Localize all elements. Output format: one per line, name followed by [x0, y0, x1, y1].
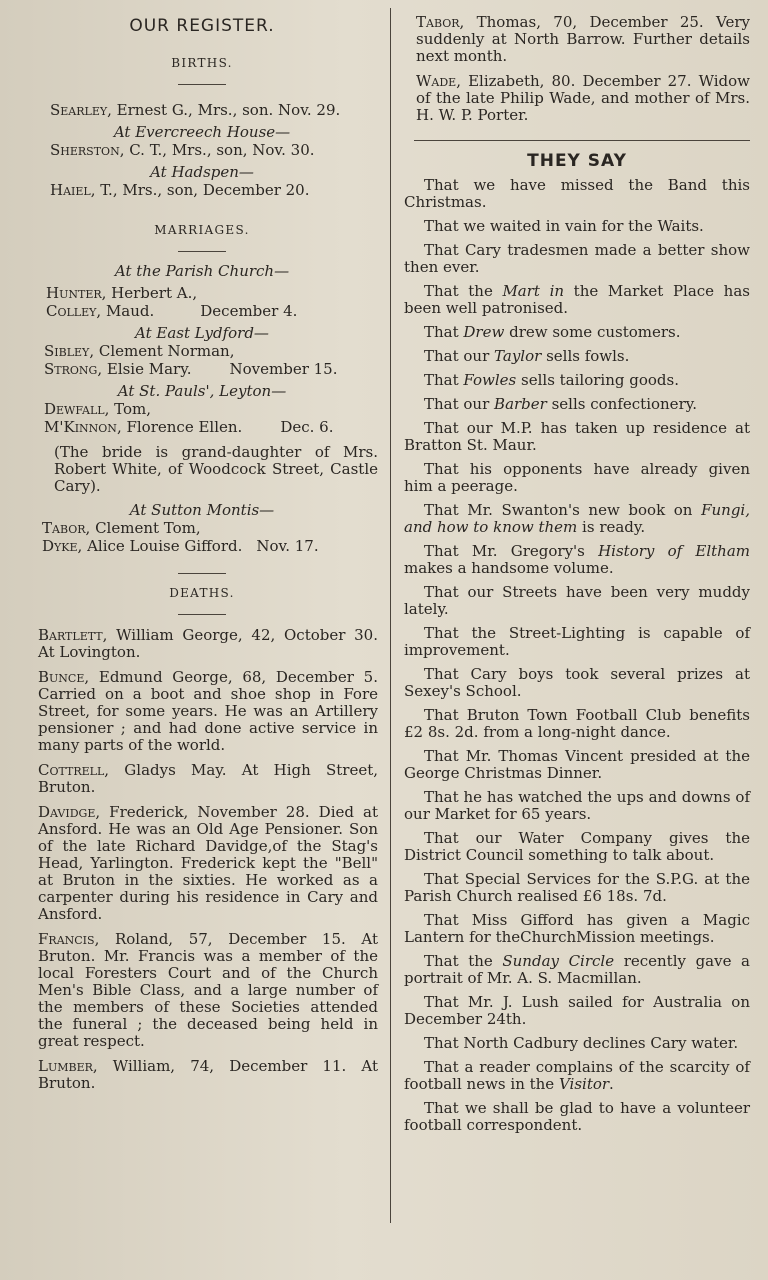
- marriage-date: November 15.: [229, 360, 338, 378]
- marriages-rule: [178, 251, 226, 252]
- marriage-place: At East Lydford—: [135, 324, 269, 342]
- column-divider: [390, 8, 391, 1223]
- marriage-name: Sibley, Clement Norman,: [44, 342, 235, 360]
- birth-entry: Sherston, C. T., Mrs., son, Nov. 30.: [50, 141, 315, 159]
- left-column: [26, 0, 378, 1092]
- marriages-list: [26, 262, 378, 555]
- they-say-item: That Cary tradesmen made a better show then ever.: [404, 241, 750, 276]
- they-say-item: That our Barber sells confectionery.: [424, 395, 697, 413]
- death-entry: Wade, Elizabeth, 80. December 27. Widow of the late Philip Wade, and mother of Mrs. H. W. P. Porter.: [416, 72, 750, 124]
- marriage-date: Dec. 6.: [280, 418, 334, 436]
- marriage-place: At the Parish Church—: [114, 262, 290, 280]
- death-entry: Bartlett, William George, 42, October 30. At Lovington.: [38, 626, 378, 661]
- they-say-item: That we waited in vain for the Waits.: [424, 217, 704, 235]
- they-say-item: That Fowles sells tailoring goods.: [424, 371, 679, 389]
- death-entry: Bunce, Edmund George, 68, December 5. Carried on a boot and shoe shop in Fore Street, for some years. He was an Artillery pensioner ; and had done active service in many parts of the world.: [38, 668, 378, 754]
- they-say-item: That we have missed the Band this Christmas.: [404, 176, 750, 211]
- register-title: OUR REGISTER.: [129, 16, 275, 36]
- births-list: [26, 101, 378, 199]
- they-say-list: [404, 177, 750, 1134]
- they-say-item: That Mr. Thomas Vincent presided at the George Christmas Dinner.: [404, 747, 750, 782]
- marriage-name: Strong, Elsie Mary. November 15.: [44, 360, 338, 378]
- death-entry: Lumber, William, 74, December 11. At Bruton.: [38, 1057, 378, 1092]
- death-entry: Tabor, Thomas, 70, December 25. Very suddenly at North Barrow. Further details next month.: [416, 13, 750, 65]
- they-say-item: That our M.P. has taken up residence at Bratton St. Maur.: [404, 419, 750, 454]
- birth-entry: Haiel, T., Mrs., son, December 20.: [50, 181, 310, 199]
- deaths-rule-2: [178, 614, 226, 615]
- birth-entry: Searley, Ernest G., Mrs., son. Nov. 29.: [50, 101, 341, 119]
- birth-place: At Evercreech House—: [113, 123, 291, 141]
- marriage-name: Hunter, Herbert A.,: [46, 284, 198, 302]
- they-say-item: That Drew drew some customers.: [424, 323, 681, 341]
- they-say-item: That a reader complains of the scarcity of football news in the Visitor.: [404, 1058, 750, 1093]
- death-entry: Davidge, Frederick, November 28. Died at Ansford. He was an Old Age Pensioner. Son of the late Richard Davidge,of the Stag's Head, Yarlington. Frederick kept the "Bell" at Bruton in the sixties. He worked as a carpenter during his residence in Cary and Ansford.: [38, 803, 378, 923]
- they-say-item: That he has watched the ups and downs of our Market for 65 years.: [404, 788, 750, 823]
- they-say-item: That Mr. J. Lush sailed for Australia on December 24th.: [404, 993, 750, 1028]
- they-say-title: THEY SAY: [527, 151, 627, 171]
- they-say-item: That Miss Gifford has given a Magic Lantern for theChurchMission meetings.: [404, 911, 750, 946]
- death-entry: Cottrell, Gladys May. At High Street, Bruton.: [38, 761, 378, 796]
- marriages-heading: MARRIAGES.: [154, 223, 250, 237]
- marriage-date: Nov. 17.: [256, 537, 319, 555]
- they-say-item: That the Sunday Circle recently gave a portrait of Mr. A. S. Macmillan.: [404, 952, 750, 987]
- they-say-item: That the Mart in the Market Place has been well patronised.: [404, 282, 750, 317]
- they-say-item: That Mr. Gregory's History of Eltham makes a handsome volume.: [404, 542, 751, 577]
- marriage-name: Dyke, Alice Louise Gifford. Nov. 17.: [42, 537, 319, 555]
- deaths-heading: DEATHS.: [169, 586, 235, 600]
- marriage-place: At St. Pauls', Leyton—: [117, 382, 287, 400]
- births-rule: [178, 84, 226, 85]
- they-say-item: That we shall be glad to have a volunteer football correspondent.: [404, 1099, 750, 1134]
- right-column: [404, 0, 750, 1134]
- they-say-item: That Bruton Town Football Club benefits £2 8s. 2d. from a long-night dance.: [404, 706, 750, 741]
- they-say-item: That our Taylor sells fowls.: [424, 347, 630, 365]
- marriage-name: Dewfall, Tom,: [44, 400, 151, 418]
- death-entry: Francis, Roland, 57, December 15. At Bruton. Mr. Francis was a member of the local Foresters Court and of the Church Men's Bible Class, and a large number of the members of these Societies attended the funeral ; the deceased being held in great respect.: [38, 930, 378, 1050]
- continued-deaths: [404, 14, 750, 124]
- they-say-item: That the Street-Lighting is capable of improvement.: [404, 624, 750, 659]
- marriage-name: M'Kinnon, Florence Ellen. Dec. 6.: [44, 418, 334, 436]
- marriage-note: (The bride is grand-daughter of Mrs. Robert White, of Woodcock Street, Castle Cary).: [54, 443, 378, 495]
- they-say-item: That Mr. Swanton's new book on Fungi, and how to know them is ready.: [404, 501, 750, 536]
- section-divider: [414, 140, 750, 141]
- they-say-item: That Cary boys took several prizes at Sexey's School.: [404, 665, 750, 700]
- they-say-item: That our Streets have been very muddy lately.: [404, 583, 750, 618]
- they-say-item: That Special Services for the S.P.G. at the Parish Church realised £6 18s. 7d.: [404, 870, 750, 905]
- marriage-date: December 4.: [200, 302, 298, 320]
- they-say-item: That North Cadbury declines Cary water.: [424, 1034, 739, 1052]
- deaths-rule: [178, 573, 226, 574]
- marriage-name: Colley, Maud. December 4.: [46, 302, 298, 320]
- they-say-item: That his opponents have already given him a peerage.: [404, 460, 750, 495]
- marriage-place: At Sutton Montis—: [129, 501, 275, 519]
- birth-place: At Hadspen—: [150, 163, 254, 181]
- they-say-item: That our Water Company gives the District Council something to talk about.: [404, 829, 750, 864]
- deaths-list: [26, 627, 378, 1092]
- births-heading: BIRTHS.: [171, 56, 233, 70]
- marriage-name: Tabor, Clement Tom,: [42, 519, 201, 537]
